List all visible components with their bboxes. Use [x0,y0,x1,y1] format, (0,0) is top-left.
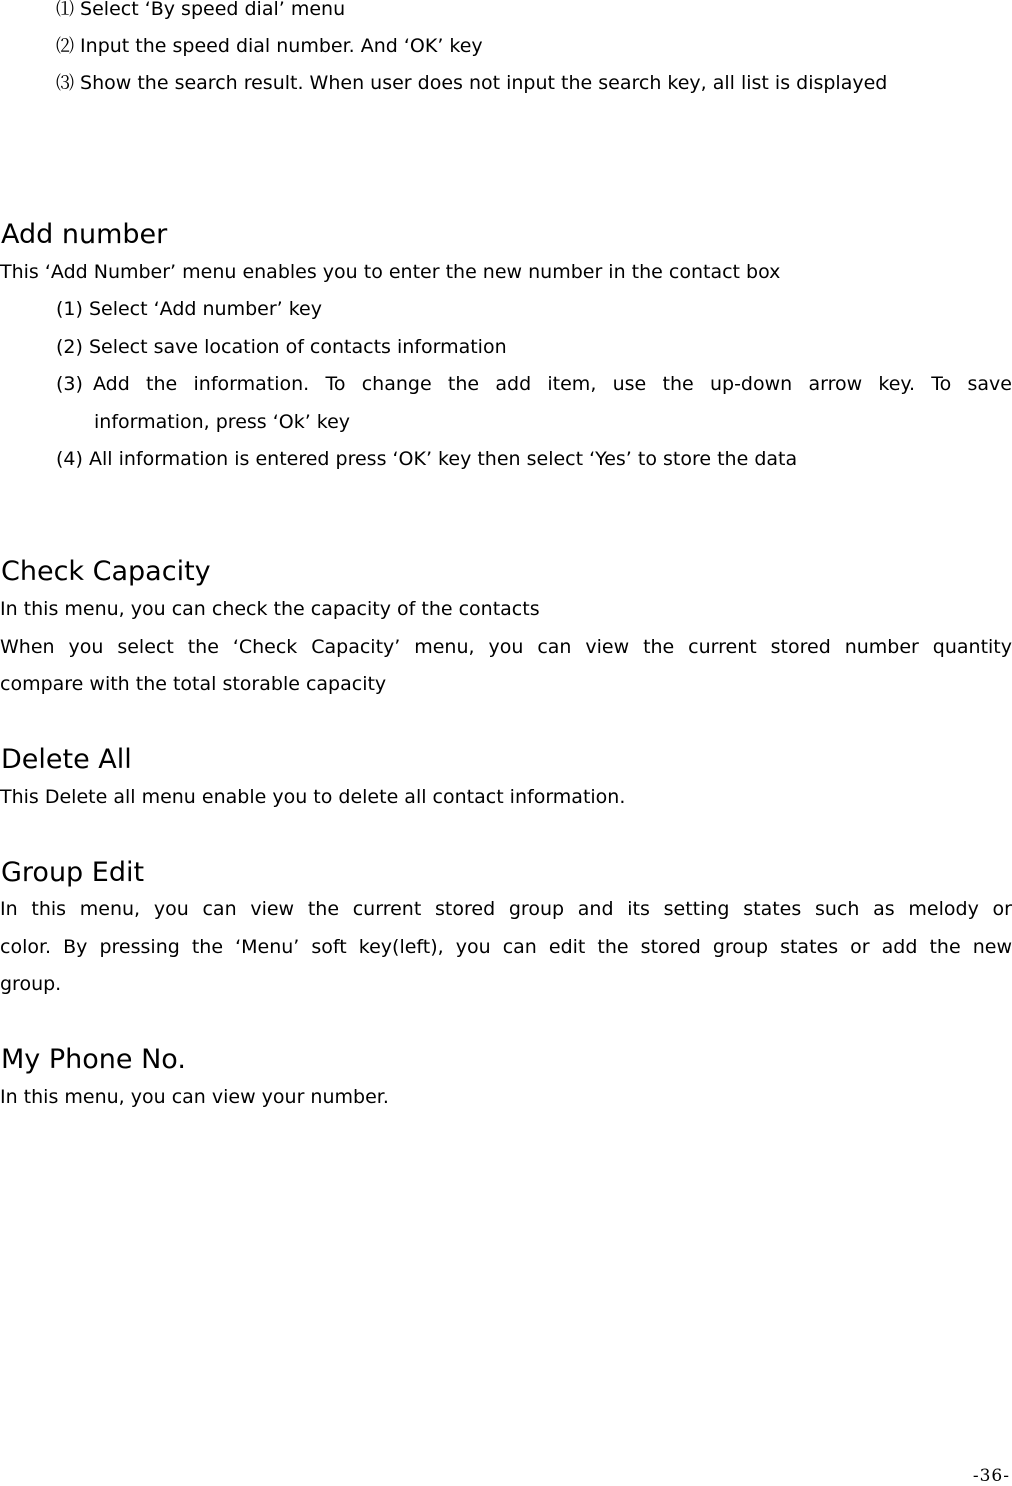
group-edit-line-1: In this menu, you can view the current stored group and its setting states such as melody or [0,898,1012,920]
add-number-step-1 [56,297,322,321]
step-number: (2) [56,336,83,358]
step-text: Select ‘Add number’ key [88,298,322,320]
step-number: (1) [56,298,83,320]
check-capacity-line-1: In this menu, you can check the capacity of the contacts [0,598,540,620]
my-phone-no-line-1: In this menu, you can view your number. [0,1086,389,1108]
speed-dial-step-3 [56,71,887,96]
add-number-intro: This ‘Add Number’ menu enables you to enter the new number in the contact box [0,261,781,283]
speed-dial-step-1 [56,0,345,22]
check-capacity-heading: Check Capacity [1,556,211,587]
add-number-step-2 [56,335,507,359]
add-number-step-4 [56,447,797,471]
step-number: (3) [56,373,83,395]
add-number-step-3-continued: information, press ‘Ok’ key [94,411,351,433]
group-edit-line-2: color. By pressing the ‘Menu’ soft key(left), you can edit the stored group states or add the new [0,936,1012,958]
step-number: ⑶ [56,73,74,94]
step-number: ⑴ [56,0,74,20]
speed-dial-step-2 [56,34,483,59]
step-number: (4) [56,448,83,470]
check-capacity-line-2: When you select the ‘Check Capacity’ menu, you can view the current stored number quantity [0,636,1012,658]
step-text: Add the information. To change the add item, use the up-down arrow key. To save [93,373,1012,395]
my-phone-no-heading: My Phone No. [1,1044,186,1075]
step-text: Input the speed dial number. And ‘OK’ key [80,35,483,57]
step-text: All information is entered press ‘OK’ key then select ‘Yes’ to store the data [88,448,798,470]
step-text: Show the search result. When user does not input the search key, all list is displayed [80,72,888,94]
delete-all-line-1: This Delete all menu enable you to delete all contact information. [0,786,626,808]
step-text: Select save location of contacts information [88,336,507,358]
check-capacity-line-3: compare with the total storable capacity [0,673,387,695]
step-text: Select ‘By speed dial’ menu [80,0,346,20]
group-edit-line-3: group. [0,973,62,995]
add-number-heading: Add number [1,219,168,250]
page-number: -36- [972,1466,1010,1486]
delete-all-heading: Delete All [1,744,132,775]
group-edit-heading: Group Edit [1,857,145,888]
step-number: ⑵ [56,36,74,57]
add-number-step-3 [56,372,1012,396]
